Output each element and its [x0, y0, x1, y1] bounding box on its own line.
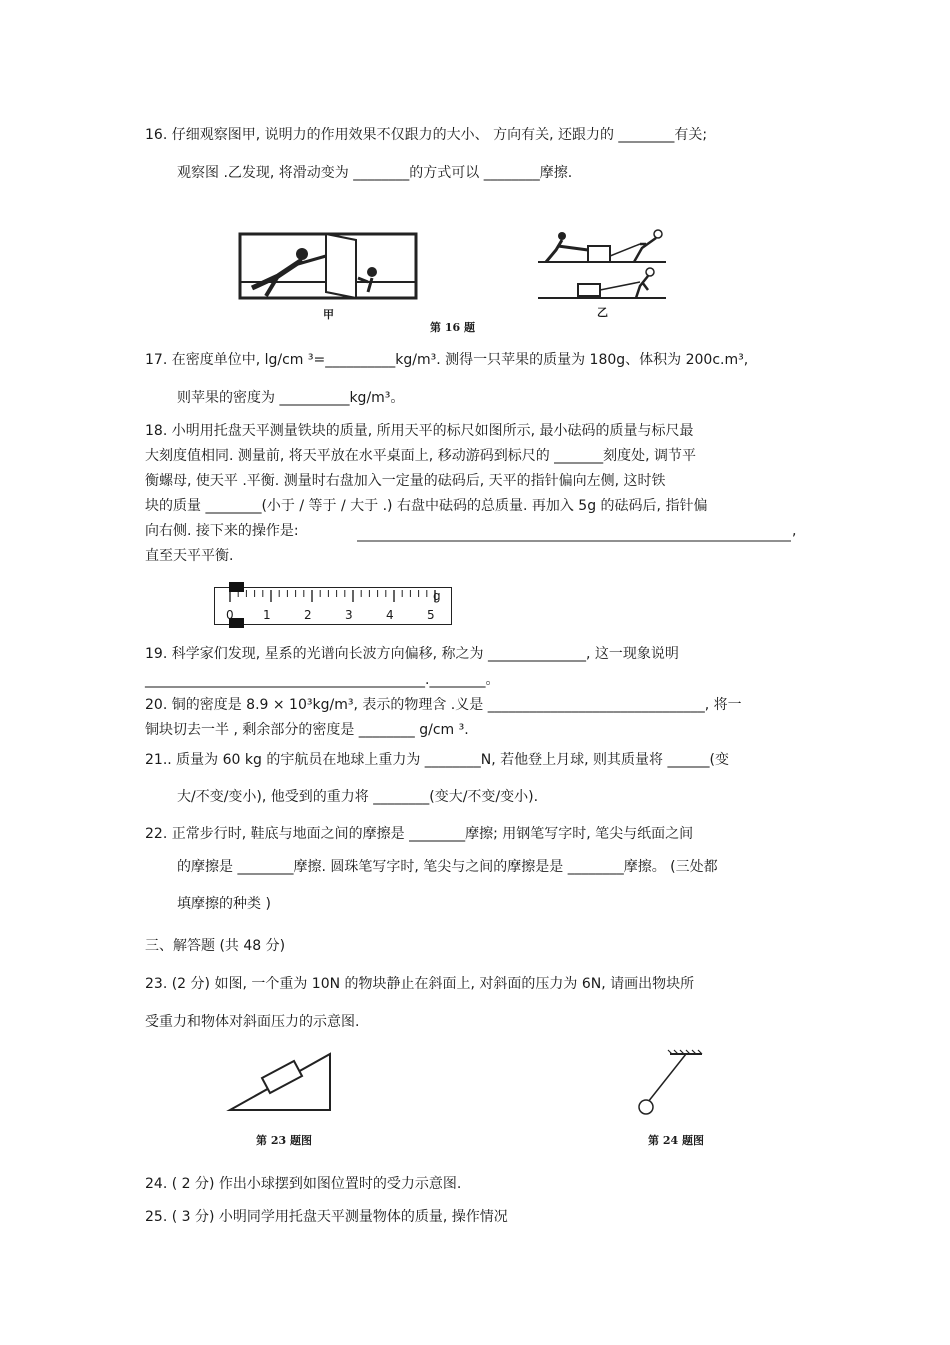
q24-line1: 24. ( 2 分) 作出小球摆到如图位置时的受力示意图. [145, 1176, 462, 1192]
ruler-tick-5: 5 [427, 608, 435, 622]
q18-line6: 直至天平平衡. [145, 548, 234, 564]
q17-line1: 17. 在密度单位中, lg/cm ³=__________kg/m³. 测得一只苹果的质量为 180g、体积为 200c.m³, [145, 352, 749, 368]
q20-line1: 20. 铜的密度是 8.9 × 10³kg/m³, 表示的物理含 .义是 _______________________________, 将一 [145, 697, 742, 713]
q23-line1: 23. (2 分) 如图, 一个重为 10N 的物块静止在斜面上, 对斜面的压力为 6N, 请画出物块所 [145, 976, 695, 992]
ruler-unit: g [433, 589, 441, 603]
q18-line5-end: , [792, 523, 797, 539]
q19-line1: 19. 科学家们发现, 星系的光谱向长波方向偏移, 称之为 ______________, 这一现象说明 [145, 646, 679, 662]
q17-line2: 则苹果的密度为 __________kg/m³。 [177, 390, 405, 406]
q16-figure-yi [536, 228, 668, 304]
q25-line1: 25. ( 3 分) 小明同学用托盘天平测量物体的质量, 操作情况 [145, 1209, 508, 1225]
q22-line2: 的摩擦是 ________摩擦. 圆珠笔写字时, 笔尖与之间的摩擦是是 ________摩擦。 (三处都 [177, 859, 718, 875]
q21-line1: 21.. 质量为 60 kg 的宇航员在地球上重力为 ________N, 若他登上月球, 则其质量将 ______(变 [145, 752, 729, 768]
q24-fig-caption: 第 24 题图 [648, 1134, 704, 1147]
ruler-tick-3: 3 [345, 608, 353, 622]
q16-line1: 16. 仔细观察图甲, 说明力的作用效果不仅跟力的大小、 方向有关, 还跟力的 ________有关; [145, 127, 708, 143]
q18-line4: 块的质量 ________(小于 / 等于 / 大于 .) 右盘中砝码的总质量. 再加入 5g 的砝码后, 指针偏 [145, 498, 708, 514]
ruler-scale [215, 588, 451, 624]
q20-line2: 铜块切去一半 , 剩余部分的密度是 ________ g/cm ³. [145, 722, 469, 738]
q18-line1: 18. 小明用托盘天平测量铁块的质量, 所用天平的标尺如图所示, 最小砝码的质量与标尺最 [145, 423, 694, 439]
q18-line5: 向右侧. 接下来的操作是: [145, 523, 299, 539]
q19-line2: ________________________________________.________。 [145, 672, 500, 688]
q16-fig-label-jia: 甲 [323, 308, 334, 321]
section-3-heading: 三、解答题 (共 48 分) [145, 938, 286, 954]
q18-line2: 大刻度值相同. 测量前, 将天平放在水平桌面上, 移动游码到标尺的 _______刻度处, 调节平 [145, 448, 697, 464]
ruler-tick-0: 0 [226, 608, 234, 622]
q21-line2: 大/不变/变小), 他受到的重力将 ________(变大/不变/变小). [177, 789, 539, 805]
q23-fig-caption: 第 23 题图 [256, 1134, 312, 1147]
ruler-tick-4: 4 [386, 608, 394, 622]
q16-line2: 观察图 .乙发现, 将滑动变为 ________的方式可以 ________摩擦. [177, 165, 573, 181]
q16-fig-caption: 第 16 题 [430, 321, 475, 334]
ruler-tick-2: 2 [304, 608, 312, 622]
q18-line3: 衡螺母, 使天平 .平衡. 测量时右盘加入一定量的砝码后, 天平的指针偏向左侧, 这时铁 [145, 473, 666, 489]
q16-fig-label-yi: 乙 [597, 306, 608, 319]
q24-pendulum-figure [632, 1050, 704, 1120]
q22-line3: 填摩擦的种类 ) [177, 896, 271, 912]
q16-figure-jia [238, 232, 418, 304]
ruler-rider [229, 582, 244, 592]
q23-line2: 受重力和物体对斜面压力的示意图. [145, 1014, 360, 1030]
q18-answer-blank [357, 540, 791, 542]
q23-incline-figure [226, 1050, 338, 1114]
ruler-tick-1: 1 [263, 608, 271, 622]
q22-line1: 22. 正常步行时, 鞋底与地面之间的摩擦是 ________摩擦; 用钢笔写字时, 笔尖与纸面之间 [145, 826, 694, 842]
balance-ruler [214, 587, 452, 625]
